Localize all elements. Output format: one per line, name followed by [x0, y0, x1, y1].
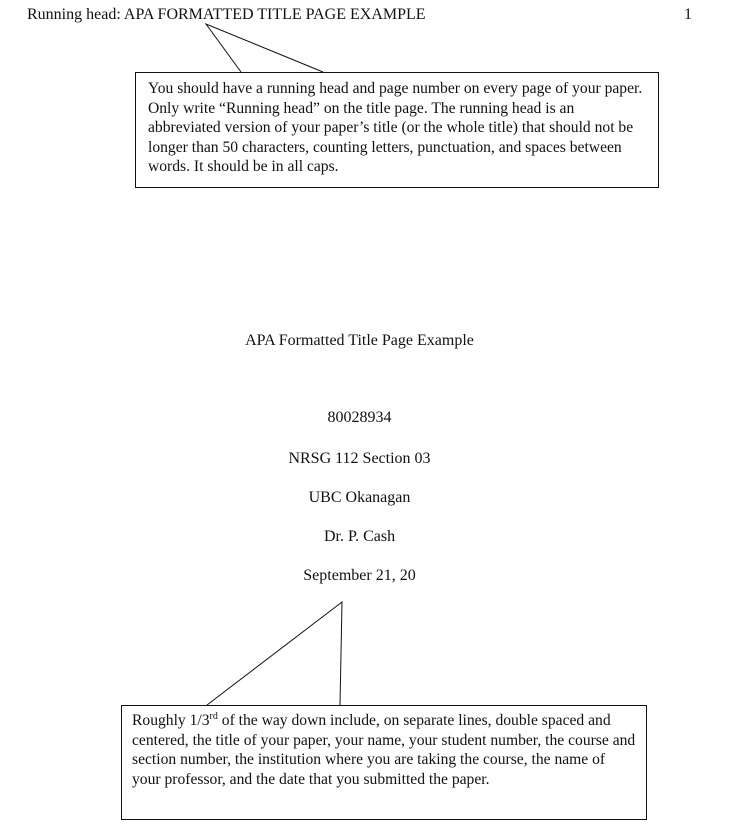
top-callout-pointer — [206, 24, 323, 72]
page-number: 1 — [684, 6, 692, 23]
ordinal-superscript: rd — [209, 710, 218, 722]
institution-name: UBC Okanagan — [308, 489, 411, 506]
title-page-instruction-text: of the way down include, on separate lines, double spaced and centered, the title of your paper, your name, your student number, the course and section number, the institution where you are taking the course, the name of your professor, and the date that you submitted the paper. — [132, 712, 636, 788]
running-head-instruction-text: You should have a running head and page number on every page of your paper. Only write “Running head” on the title page. The running head is an abbreviated version of your paper’s title (or the whole title) that should not be longer than 50 characters, counting letters, punctuation, and spaces between words. It should be in all caps. — [148, 80, 643, 176]
paper-title: APA Formatted Title Page Example — [245, 332, 474, 349]
title-page-instruction-prefix: Roughly 1/3 — [132, 712, 210, 729]
student-number: 80028934 — [327, 409, 392, 426]
running-head-instruction-callout — [135, 72, 659, 188]
submission-date: September 21, 20 — [303, 567, 416, 584]
professor-name: Dr. P. Cash — [323, 528, 396, 545]
course-section: NRSG 112 Section 03 — [288, 450, 431, 467]
title-page-instruction-callout — [121, 705, 647, 820]
bottom-callout-pointer — [207, 602, 342, 705]
running-head: Running head: APA FORMATTED TITLE PAGE EXAMPLE — [27, 6, 426, 23]
